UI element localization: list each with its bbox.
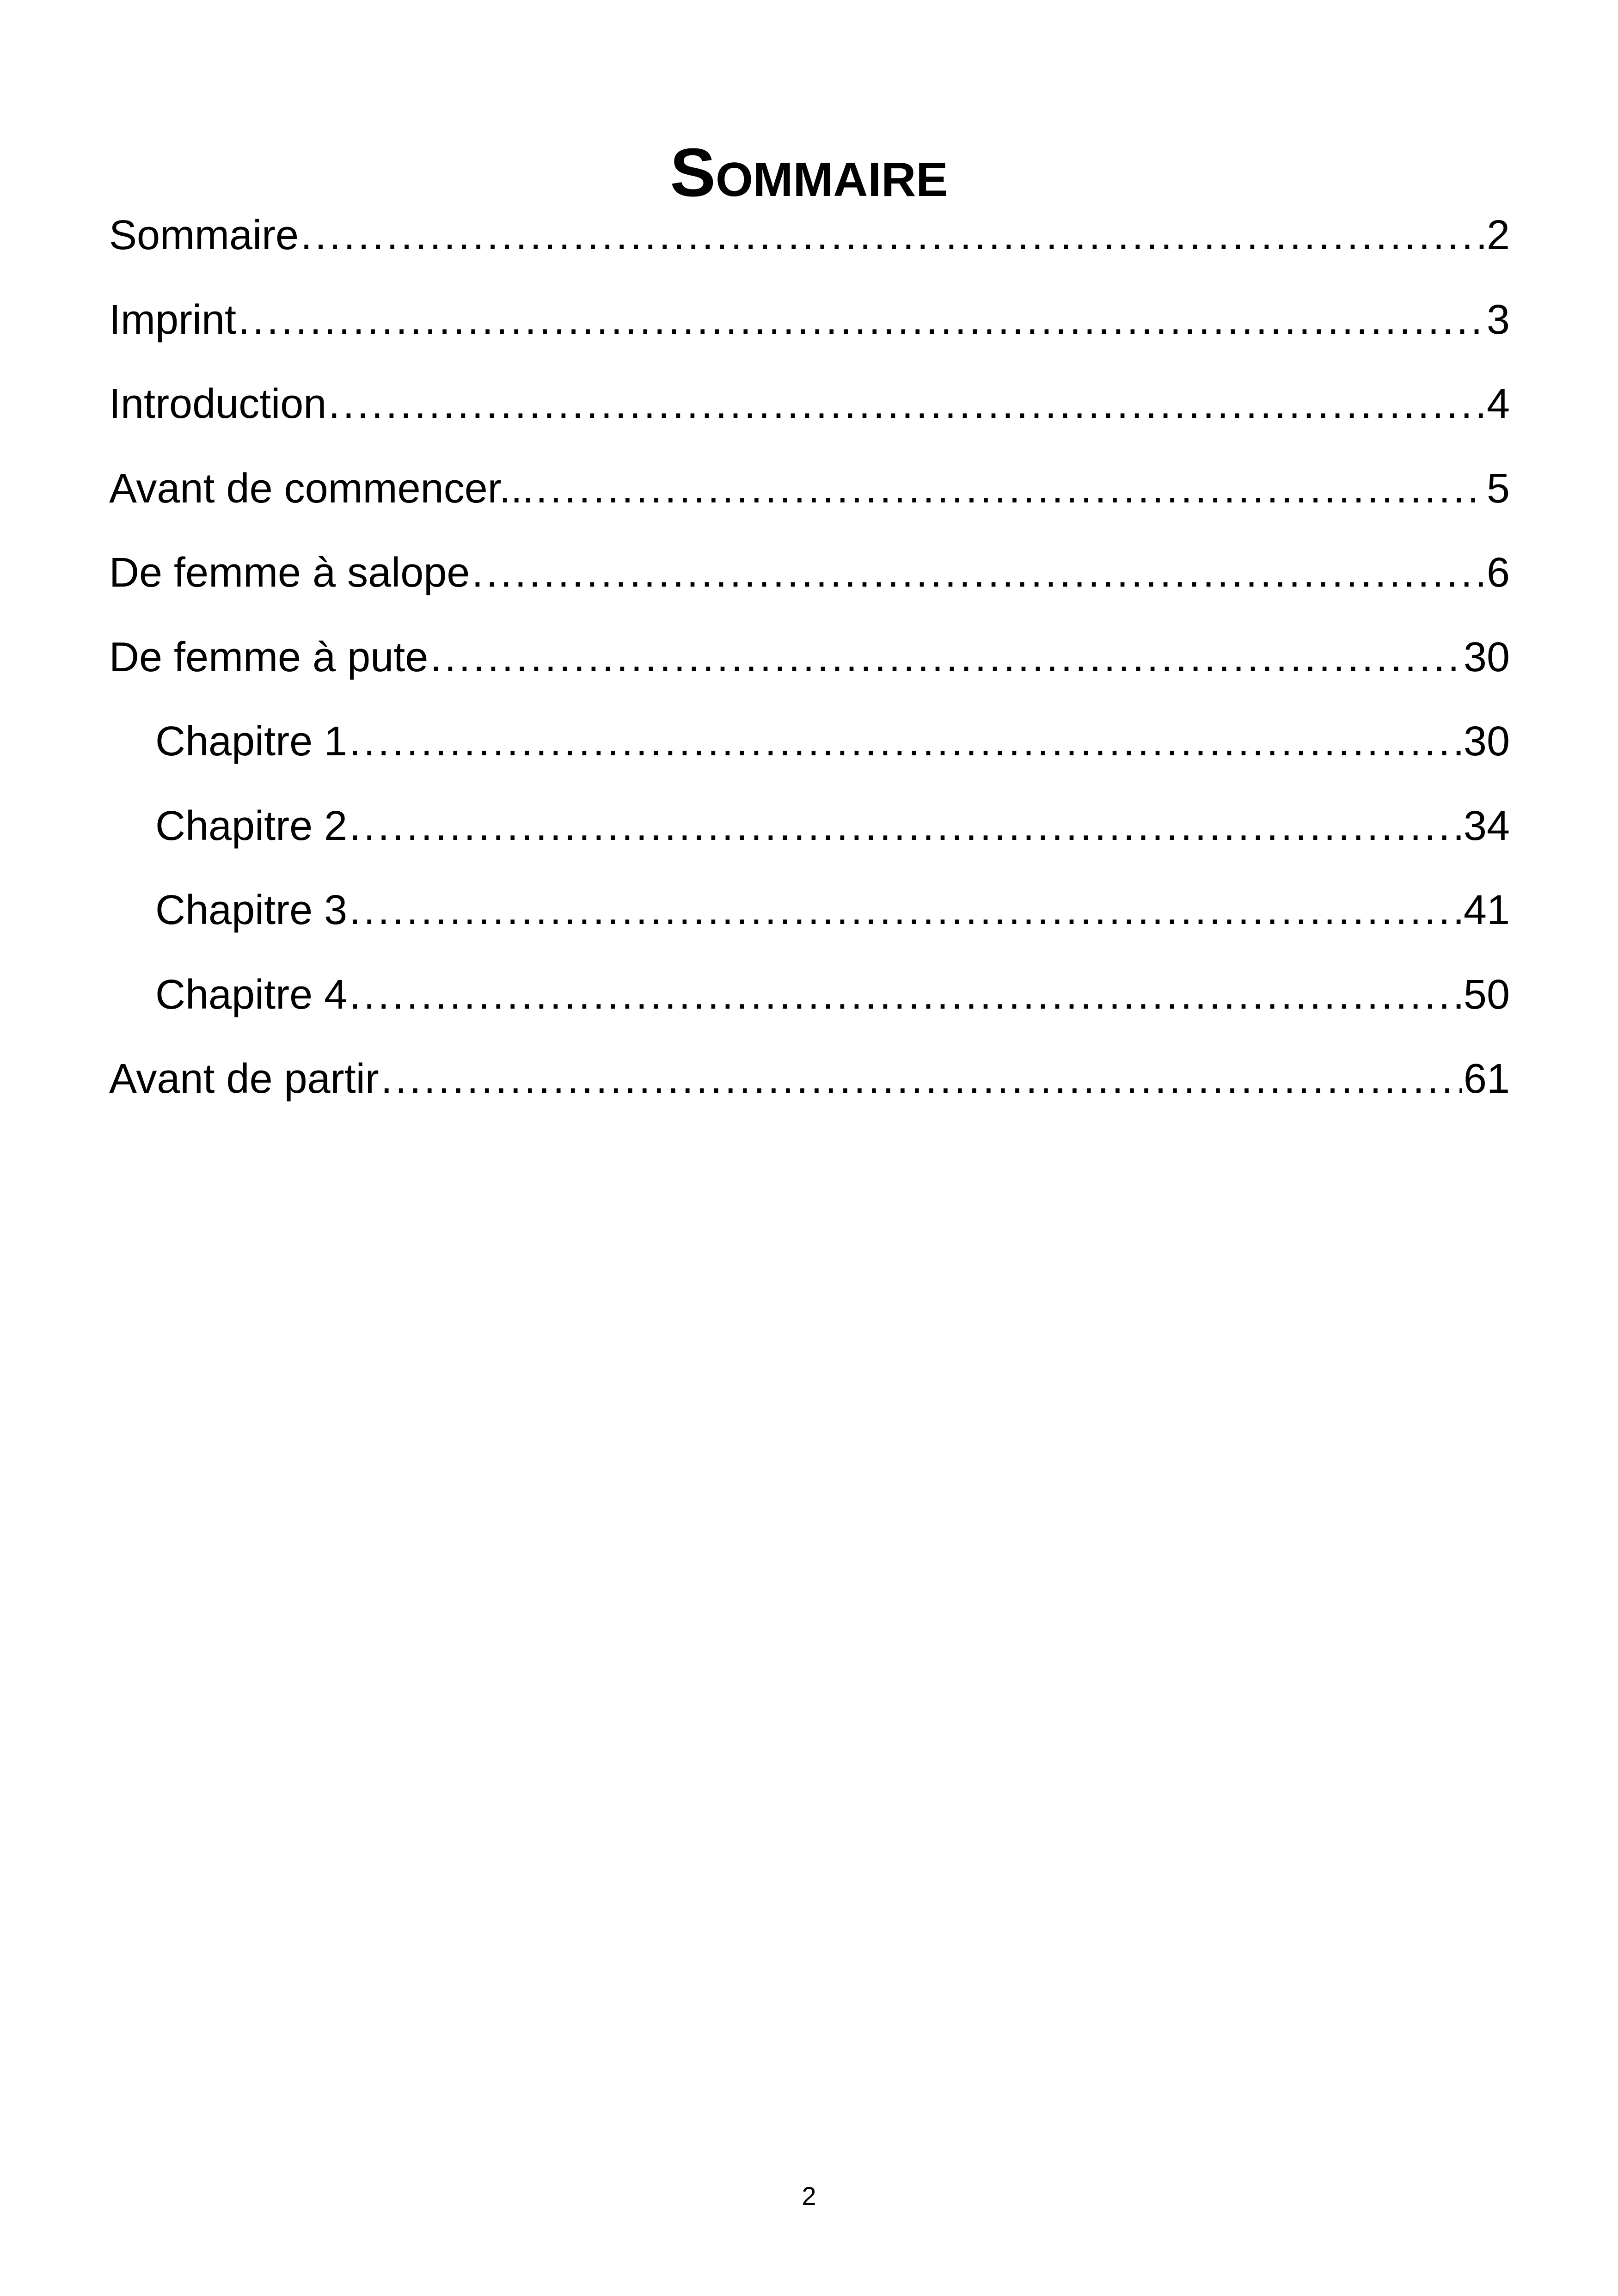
toc-entry-page: 2 bbox=[1486, 212, 1510, 258]
toc-entry-label: De femme à salope bbox=[109, 550, 470, 596]
toc-entry-label: Avant de partir bbox=[109, 1056, 379, 1102]
toc-entry-de-femme-a-pute[interactable] bbox=[109, 615, 1510, 700]
toc-entry-chapitre-2[interactable] bbox=[109, 784, 1510, 869]
toc-entry-page: 30 bbox=[1463, 634, 1510, 680]
toc-entry-page: 30 bbox=[1463, 718, 1510, 765]
toc-entry-page: 6 bbox=[1486, 550, 1510, 596]
toc-entry-label: Imprint bbox=[109, 296, 237, 343]
toc-entry-chapitre-4[interactable] bbox=[109, 953, 1510, 1037]
toc-dot-leader bbox=[349, 699, 1462, 784]
toc-entry-page: 3 bbox=[1486, 296, 1510, 343]
toc-dot-leader bbox=[349, 784, 1462, 869]
toc-entry-sommaire[interactable] bbox=[109, 193, 1510, 278]
toc-entry-introduction[interactable] bbox=[109, 362, 1510, 447]
toc-dot-leader bbox=[536, 447, 1485, 531]
toc-entry-page: 50 bbox=[1463, 971, 1510, 1018]
toc-entry-chapitre-3[interactable] bbox=[109, 868, 1510, 953]
toc-dot-leader bbox=[238, 278, 1485, 362]
toc-entry-label: Chapitre 1 bbox=[155, 718, 348, 765]
toc-entry-label: Sommaire bbox=[109, 212, 299, 258]
page-number: 2 bbox=[802, 2181, 816, 2210]
toc-dot-leader bbox=[472, 531, 1485, 615]
toc-dot-leader bbox=[328, 362, 1485, 447]
toc-entry-page: 41 bbox=[1463, 887, 1510, 933]
toc-entry-label: Avant de commencer... bbox=[109, 465, 534, 512]
toc-entry-page: 34 bbox=[1463, 802, 1510, 849]
toc-entry-label: Chapitre 3 bbox=[155, 887, 348, 933]
toc-entry-label: De femme à pute bbox=[109, 634, 429, 680]
toc-entry-label: Introduction bbox=[109, 381, 327, 427]
toc-entry-avant-de-commencer[interactable] bbox=[109, 447, 1510, 531]
toc-dot-leader bbox=[349, 868, 1462, 953]
toc-dot-leader bbox=[300, 193, 1485, 278]
toc-entry-page: 5 bbox=[1486, 465, 1510, 512]
page-title: Sommaire bbox=[670, 135, 948, 211]
toc-entry-label: Chapitre 2 bbox=[155, 802, 348, 849]
toc-entry-avant-de-partir[interactable] bbox=[109, 1037, 1510, 1121]
toc-dot-leader bbox=[430, 615, 1462, 700]
toc-entry-page: 61 bbox=[1463, 1056, 1510, 1102]
toc-entry-page: 4 bbox=[1486, 381, 1510, 427]
toc-entry-de-femme-a-salope[interactable] bbox=[109, 531, 1510, 615]
toc-dot-leader bbox=[381, 1037, 1462, 1121]
table-of-contents bbox=[109, 193, 1510, 1121]
toc-dot-leader bbox=[349, 953, 1462, 1037]
toc-entry-imprint[interactable] bbox=[109, 278, 1510, 362]
toc-entry-label: Chapitre 4 bbox=[155, 971, 348, 1018]
toc-entry-chapitre-1[interactable] bbox=[109, 699, 1510, 784]
